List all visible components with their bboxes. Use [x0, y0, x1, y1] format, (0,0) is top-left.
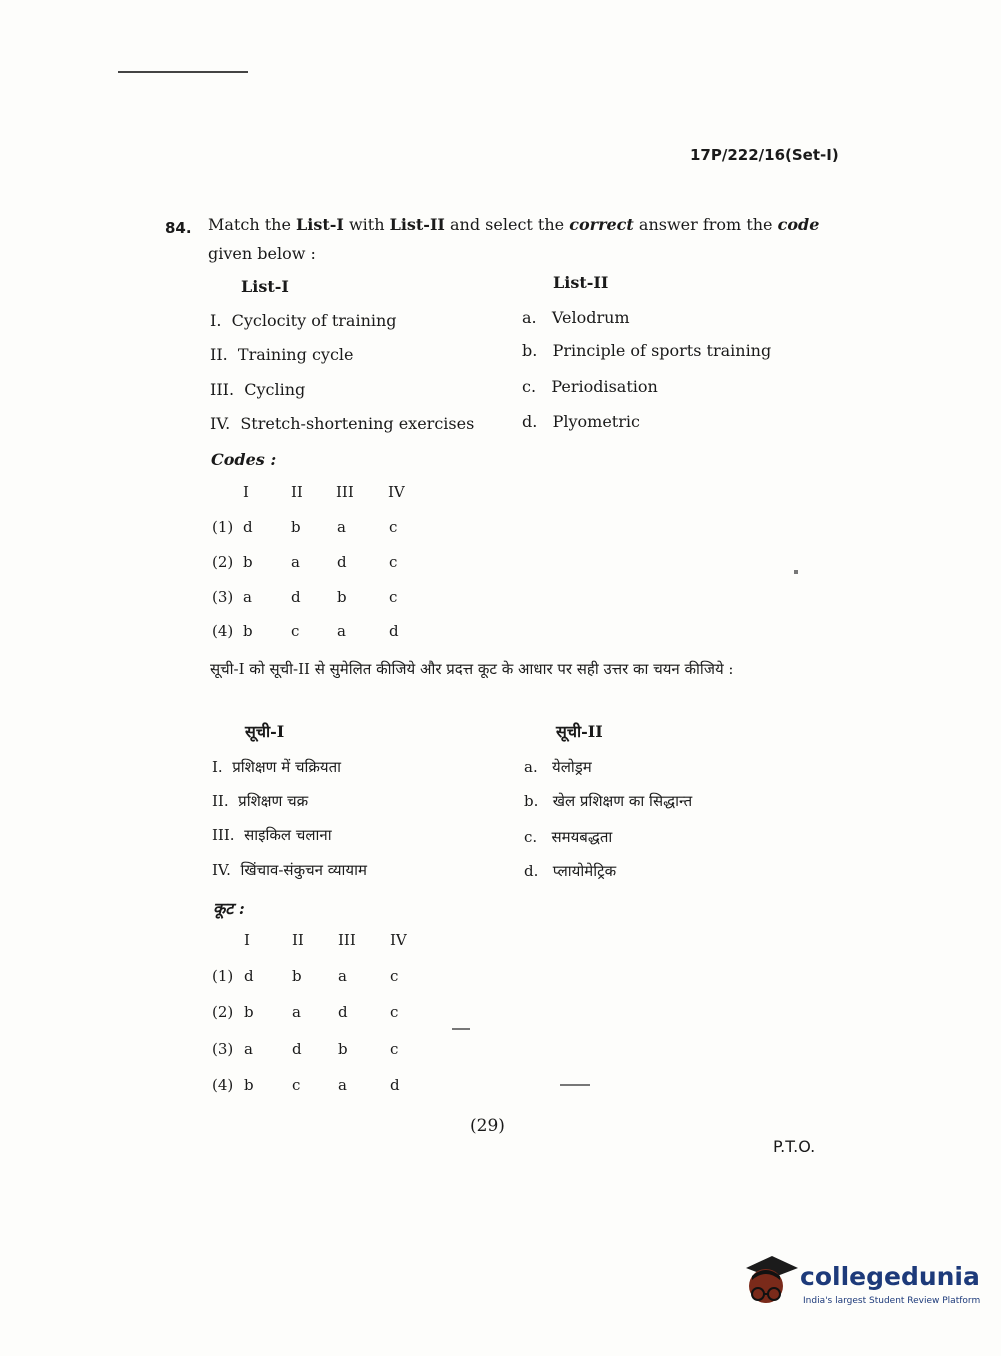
item-text: प्रशिक्षण में चक्रियता [232, 758, 342, 776]
q-text-part: and select the [444, 215, 570, 234]
code-value: a [243, 588, 252, 606]
code-value: c [291, 622, 300, 640]
code-value: a [292, 1003, 301, 1021]
code-value: c [389, 518, 398, 536]
hindi-list1-header: सूची-I [245, 722, 285, 741]
item-num: III. [210, 380, 235, 399]
list1-item [210, 311, 397, 330]
scan-mark [794, 570, 798, 574]
code-value: d [244, 967, 254, 985]
code-header: III [336, 483, 354, 501]
option-label: (2) [212, 553, 234, 571]
hindi-list1-item [212, 791, 308, 811]
question-text [208, 210, 833, 268]
code-header: II [292, 931, 304, 949]
code-value: b [337, 588, 347, 606]
list1-header: List-I [241, 277, 289, 296]
item-num: II. [212, 792, 229, 810]
pto-label: P.T.O. [773, 1137, 816, 1156]
hindi-codes-label: कूट : [213, 899, 245, 918]
scan-mark [452, 1028, 470, 1030]
code-value: b [292, 967, 302, 985]
item-letter: b. [524, 792, 539, 810]
code-value: b [243, 622, 253, 640]
item-letter: d. [524, 862, 539, 880]
code-value: c [292, 1076, 301, 1094]
item-text: साइकिल चलाना [244, 826, 332, 844]
q-list2-ref: List-II [389, 215, 445, 234]
option-label: (1) [212, 518, 234, 536]
code-value: d [390, 1076, 400, 1094]
hindi-list2-item [524, 861, 616, 881]
code-value: c [390, 1003, 399, 1021]
codes-label: Codes : [211, 450, 277, 469]
item-text: प्रशिक्षण चक्र [238, 792, 309, 810]
logo-tagline: India's largest Student Review Platform [803, 1296, 981, 1306]
item-num: I. [212, 758, 223, 776]
code-value: b [291, 518, 301, 536]
code-value: b [338, 1040, 348, 1058]
code-header: II [291, 483, 303, 501]
item-text: Training cycle [237, 345, 354, 364]
hindi-list2-item [524, 827, 612, 847]
option-label: (4) [212, 1076, 234, 1094]
hindi-list1-item [212, 757, 341, 777]
item-num: III. [212, 826, 235, 844]
option-label: (1) [212, 967, 234, 985]
code-header: I [243, 483, 249, 501]
item-text: Plyometric [552, 412, 640, 431]
item-letter: d. [522, 412, 538, 431]
code-value: d [243, 518, 253, 536]
code-header: III [338, 931, 356, 949]
item-letter: a. [522, 308, 537, 327]
option-label: (3) [212, 1040, 234, 1058]
list2-item [522, 412, 640, 431]
code-value: a [291, 553, 300, 571]
item-text: Velodrum [551, 308, 630, 327]
scan-mark [560, 1084, 590, 1086]
code-header: I [244, 931, 250, 949]
item-letter: b. [522, 341, 538, 360]
item-text: Cycling [244, 380, 306, 399]
item-text: प्लायोमेट्रिक [552, 862, 617, 880]
hindi-list1-item [212, 860, 367, 880]
code-value: a [338, 1076, 347, 1094]
item-num: II. [210, 345, 228, 364]
code-value: c [389, 588, 398, 606]
item-num: I. [210, 311, 222, 330]
code-value: d [292, 1040, 302, 1058]
hindi-list2-item [524, 757, 592, 777]
logo-name: collegedunia [800, 1262, 980, 1291]
code-value: d [291, 588, 301, 606]
paper-code: 17P/222/16(Set-I) [690, 146, 839, 164]
hindi-question-text: सूची-I को सूची-II से सुमेलित कीजिये और प्रदत्त कूट के आधार पर सही उत्तर का चयन कीजिये : [210, 660, 734, 678]
item-letter: c. [524, 828, 538, 846]
item-text: येलोड्रम [552, 758, 592, 776]
hindi-list2-header: सूची-II [556, 722, 603, 741]
code-value: c [389, 553, 398, 571]
q-correct-word: correct [569, 215, 634, 234]
item-num: IV. [212, 861, 231, 879]
item-letter: c. [522, 377, 537, 396]
collegedunia-mascot-icon [742, 1250, 800, 1310]
code-value: a [337, 622, 346, 640]
item-text: Principle of sports training [552, 341, 772, 360]
q-code-word: code [777, 215, 820, 234]
code-value: c [390, 967, 399, 985]
item-text: Cyclocity of training [231, 311, 397, 330]
code-value: d [338, 1003, 348, 1021]
q-text-part: Match the [208, 215, 296, 234]
hindi-list2-item [524, 791, 692, 811]
list2-item [522, 308, 630, 327]
item-letter: a. [524, 758, 538, 776]
list2-header: List-II [553, 273, 609, 292]
q-text-part: answer from the [633, 215, 778, 234]
item-num: IV. [210, 414, 231, 433]
item-text: Periodisation [551, 377, 658, 396]
q-text-part: with [343, 215, 390, 234]
option-label: (2) [212, 1003, 234, 1021]
list1-item [210, 414, 474, 433]
item-text: खेल प्रशिक्षण का सिद्धान्त [552, 792, 693, 810]
item-text: Stretch-shortening exercises [240, 414, 475, 433]
list1-item [210, 380, 305, 399]
item-text: खिंचाव-संकुचन व्यायाम [240, 861, 367, 879]
code-value: b [244, 1003, 254, 1021]
item-text: समयबद्धता [551, 828, 613, 846]
code-value: b [244, 1076, 254, 1094]
code-value: a [337, 518, 346, 536]
list2-item [522, 341, 771, 360]
option-label: (4) [212, 622, 234, 640]
list1-item [210, 345, 353, 364]
page-number: (29) [470, 1116, 505, 1136]
code-value: a [338, 967, 347, 985]
code-header: IV [390, 931, 407, 949]
q-list1-ref: List-I [296, 215, 344, 234]
question-number: 84. [165, 219, 192, 237]
code-value: c [390, 1040, 399, 1058]
option-label: (3) [212, 588, 234, 606]
list2-item [522, 377, 658, 396]
hindi-list1-item [212, 825, 332, 845]
code-value: d [337, 553, 347, 571]
code-value: d [389, 622, 399, 640]
code-value: b [243, 553, 253, 571]
code-value: a [244, 1040, 253, 1058]
q-text-part: given below : [208, 244, 316, 263]
top-rule [118, 71, 248, 73]
code-header: IV [388, 483, 405, 501]
